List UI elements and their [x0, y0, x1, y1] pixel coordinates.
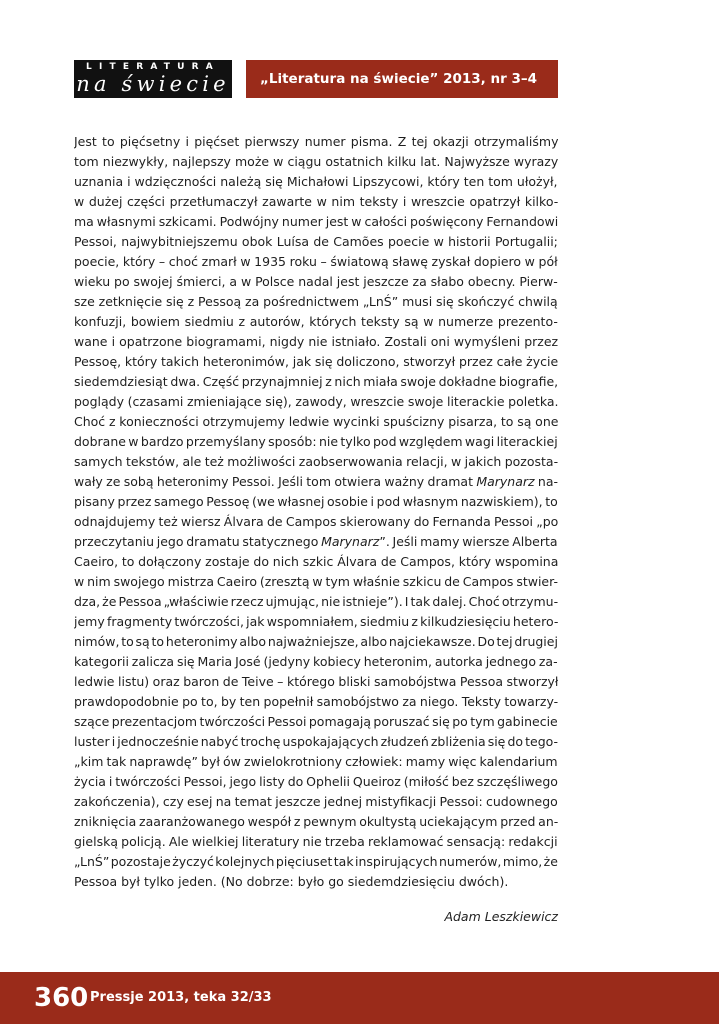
article-line: nimów, to są to heteronimy albo najważniejsze, albo najciekawsze. Do tej drugiej: [74, 634, 558, 649]
article-line: siedemdziesiąt dwa. Część przynajmniej z nich miała swoje dokładne biografie,: [74, 374, 558, 389]
article-line: pisany przez samego Pessoę (we własnej osobie i pod własnym nazwiskiem), to: [74, 494, 558, 509]
header-title: „Literatura na świecie” 2013, nr 3–4: [260, 71, 537, 87]
article-line: odnajdujemy też wiersz Álvara de Campos skierowany do Fernanda Pessoi „po: [74, 514, 558, 529]
article-line: samych tekstów, ale też możliwości zaobserwowania relacji, w jakich pozosta-: [74, 454, 558, 469]
logo-bottom-text: na świecie: [76, 72, 230, 96]
article-line: dobrane w bardzo przemyślany sposób: nie tylko pod względem wagi literackiej: [74, 434, 558, 449]
article-line: zniknięcia zaaranżowanego wespół z pewnym okultystą uciekającym przed an-: [74, 814, 558, 829]
article-line: tom niezwykły, najlepszy może w ciągu ostatnich kilku lat. Najwyższe wyrazy: [74, 154, 558, 169]
article-line: prawdopodobnie po to, by ten popełnił samobójstwo za niego. Teksty towarzy-: [74, 694, 558, 709]
article-line: gielską policją. Ale wielkiej literatury nie trzeba reklamować sensacją: redakcji: [74, 834, 558, 849]
article-line: kategorii zalicza się Maria José (jedyny kobiecy heteronim, autorka jednego za-: [74, 654, 558, 669]
article-line: wieku po swojej śmierci, a w Polsce nadal jest jeszcze za słabo obecny. Pierw-: [74, 274, 558, 289]
article-line: luster i jednocześnie nabyć trochę uspokajających złudzeń zbliżenia się do tego-: [74, 734, 558, 749]
article-line: wane i opatrzone biogramami, nigdy nie istniało. Zostali oni wymyśleni przez: [74, 334, 558, 349]
article-line: sze zetknięcie się z Pessoą za pośrednictwem „LnŚ” musi się skończyć chwilą: [74, 294, 558, 309]
article-line: przeczytaniu jego dramatu statycznego Marynarz”. Jeśli mamy wiersze Alberta: [74, 534, 558, 549]
article-body: [74, 132, 558, 892]
page-footer: [0, 972, 719, 1024]
article-line: wały ze sobą heteronimy Pessoi. Jeśli tom otwiera ważny dramat Marynarz na-: [74, 474, 558, 489]
article-line: Pessoę, który takich heteronimów, jak się doliczono, stworzył przez całe życie: [74, 354, 558, 369]
logo-top-text: LITERATURA: [86, 62, 220, 72]
article-line: „LnŚ” pozostaje życzyć kolejnych pięciuset tak inspirujących numerów, mimo, że: [74, 854, 558, 869]
footer-publication: Pressje 2013, teka 32/33: [90, 990, 272, 1005]
article-line: konfuzji, bowiem siedmiu z autorów, których teksty są w numerze prezento-: [74, 314, 558, 329]
article-line: ledwie listu) oraz baron de Teive – którego bliski samobójstwa Pessoa stworzył: [74, 674, 558, 689]
article-line: „kim tak naprawdę” był ów zwielokrotniony człowiek: mamy więc kalendarium: [74, 754, 558, 769]
article-line: poglądy (czasami zmieniające się), zawody, wreszcie swoje literackie poletka.: [74, 394, 558, 409]
article-line: Jest to pięćsetny i pięćset pierwszy numer pisma. Z tej okazji otrzymaliśmy: [74, 134, 558, 149]
article-line: Pessoa był tylko jeden. (No dobrze: było go siedemdziesięciu dwóch).: [74, 874, 509, 889]
header-title-bar: [246, 60, 558, 98]
article-line: ma własnymi szkicami. Podwójny numer jest w całości poświęcony Fernandowi: [74, 214, 558, 229]
magazine-logo: [74, 60, 232, 98]
article-author: Adam Leszkiewicz: [444, 909, 558, 924]
page-number: 360: [34, 983, 89, 1013]
article-line: w nim swojego mistrza Caeiro (zresztą w tym właśnie szkicu de Campos stwier-: [74, 574, 558, 589]
article-line: dza, że Pessoa „właściwie rzecz ujmując, nie istnieje”). I tak dalej. Choć otrzymu-: [74, 594, 558, 609]
article-line: uznania i wdzięczności należą się Michałowi Lipszycowi, który ten tom ułożył,: [74, 174, 558, 189]
article-line: szące prezentacjom twórczości Pessoi pomagają poruszać się po tym gabinecie: [74, 714, 558, 729]
article-line: w dużej części przetłumaczył zawarte w nim teksty i wreszcie opatrzył kilko-: [74, 194, 558, 209]
article-line: jemy fragmenty twórczości, jak wspomniałem, siedmiu z kilkudziesięciu hetero-: [74, 614, 558, 629]
article-line: życia i twórczości Pessoi, jego listy do Ophelii Queiroz (miłość bez szczęśliwego: [74, 774, 558, 789]
article-line: zakończenia), czy esej na temat jeszcze jednej mistyfikacji Pessoi: cudownego: [74, 794, 558, 809]
article-line: Pessoi, najwybitniejszemu obok Luísa de Camões poecie w historii Portugalii;: [74, 234, 558, 249]
article-line: poecie, który – choć zmarł w 1935 roku – światową sławę zyskał dopiero w pół: [74, 254, 558, 269]
article-line: Caeiro, to dołączony zostaje do nich szkic Álvara de Campos, który wspomina: [74, 554, 558, 569]
article-line: Choć z konieczności otrzymujemy ledwie wycinki spuścizny pisarza, to są one: [74, 414, 558, 429]
